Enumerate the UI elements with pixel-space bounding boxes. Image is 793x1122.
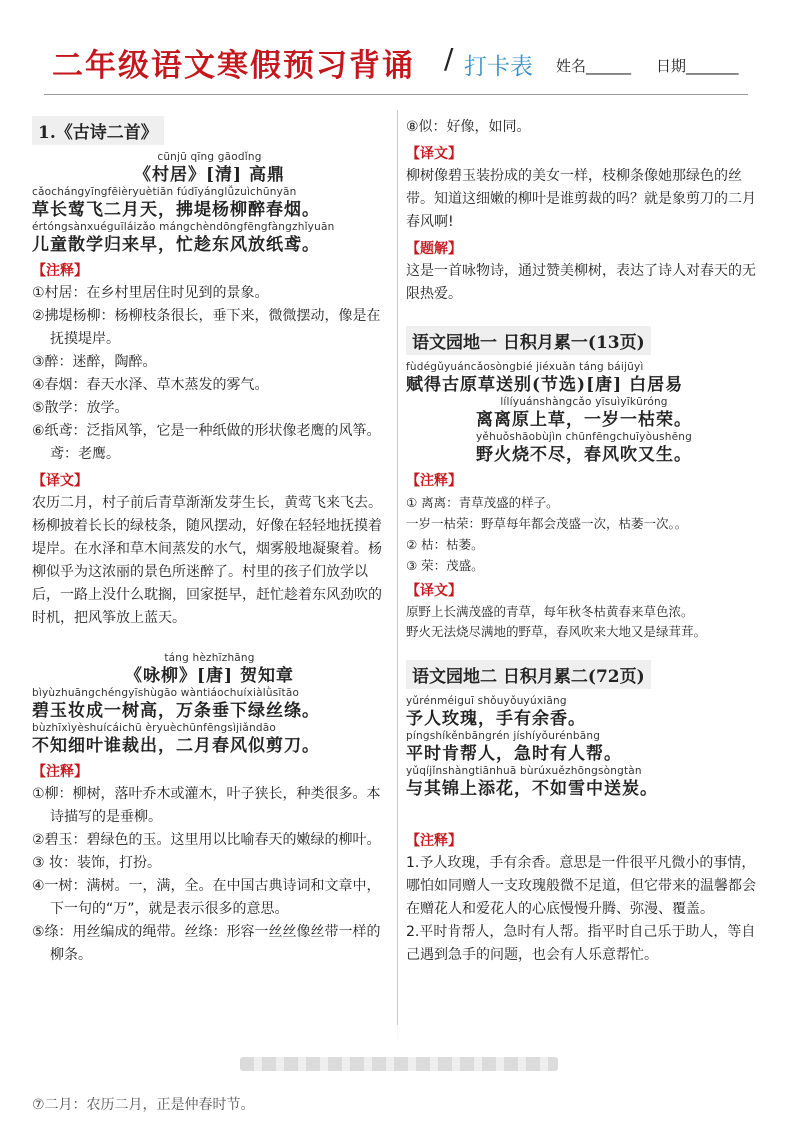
pinyin-title: fùdégǔyuáncǎosòngbié jiéxuǎn táng báijūyì xyxy=(406,361,644,373)
pinyin-line: értóngsànxuéguīláizǎo mángchèndōngfēngfàngzhǐyuān xyxy=(32,221,335,233)
note-item: 一岁一枯荣：野草每年都会茂盛一次，枯萎一次。。 xyxy=(406,516,688,531)
note-item: ⑧似：好像，如同。 xyxy=(406,119,531,135)
tag-notes: 【注释】 xyxy=(32,263,88,279)
spacer xyxy=(32,630,387,652)
sayings-block xyxy=(406,695,762,800)
spacer xyxy=(406,800,762,826)
section-title-garden-1: 语文园地一 日积月累一(13页) xyxy=(406,326,651,355)
poem-line: 碧玉妆成一树高，万条垂下绿丝绦。 xyxy=(32,701,320,721)
note-item: ①村居：在乡村里居住时见到的景象。 xyxy=(32,285,269,301)
tag-notes: 【注释】 xyxy=(32,764,88,780)
right-column xyxy=(406,116,762,967)
pinyin-title: cūnjū qīng gāodǐng xyxy=(157,151,262,163)
page-title: 二年级语文寒假预习背诵 xyxy=(52,48,415,84)
poem-line: 不知细叶谁裁出，二月春风似剪刀。 xyxy=(32,736,320,756)
tag-translation: 【译文】 xyxy=(406,146,462,162)
poem-fude xyxy=(406,361,762,466)
note-item: ④一树：满树。一，满，全。在中国古典诗词和文章中，下一句的“万”，就是表示很多的意思。 xyxy=(32,878,381,917)
blurred-watermark-bar xyxy=(240,1057,558,1071)
pinyin-line: yěhuǒshāobùjìn chūnfēngchuīyòushēng xyxy=(476,431,692,443)
note-item: ⑤绦：用丝编成的绳带。丝绦：形容一丝丝像丝带一样的柳条。 xyxy=(32,924,381,963)
note-item: ③醉：迷醉，陶醉。 xyxy=(32,354,157,370)
saying-line: 予人玫瑰，手有余香。 xyxy=(406,709,586,729)
note-item: ②碧玉：碧绿色的玉。这里用以比喻春天的嫩绿的柳叶。 xyxy=(32,832,381,848)
note-item: ③ 荣：茂盛。 xyxy=(406,558,484,573)
poem-title: 赋得古原草送别(节选)[唐] 白居易 xyxy=(406,375,684,395)
note-item: ⑥纸鸢：泛指风筝，它是一种纸做的形状像老鹰的风筝。鸢：老鹰。 xyxy=(32,423,381,462)
poem-line: 儿童散学归来早，忙趁东风放纸鸢。 xyxy=(32,235,320,255)
note-item: ①柳：柳树，落叶乔木或灌木，叶子狭长，种类很多。本诗描写的是垂柳。 xyxy=(32,786,381,825)
spacer xyxy=(406,306,762,324)
tag-explanation: 【题解】 xyxy=(406,241,462,257)
page-subtitle: 打卡表 xyxy=(464,54,533,80)
note-item: 2.平时肯帮人，急时有人帮。指平时自己乐于助人，等自己遇到急手的问题，也会有人乐意帮忙。 xyxy=(406,924,756,963)
section-title-garden-2: 语文园地二 日积月累二(72页) xyxy=(406,660,651,689)
pinyin-line: yǔqíjǐnshàngtiānhuā bùrúxuězhōngsòngtàn xyxy=(406,765,642,777)
translation-text: 柳树像碧玉装扮成的美女一样，枝柳条像她那绿色的丝带。知道这细嫩的柳叶是谁剪裁的吗？就是象剪刀的二月春风啊! xyxy=(406,168,756,230)
pinyin-line: píngshíkěnbāngrén jíshíyǒurénbāng xyxy=(406,730,601,742)
pinyin-line: bùzhīxìyèshuícáichū èryuèchūnfēngsìjiǎndāo xyxy=(32,722,277,734)
date-field[interactable]: 日期_______ xyxy=(656,57,739,75)
tag-translation: 【译文】 xyxy=(32,473,88,489)
pinyin-line: bìyùzhuāngchéngyīshùgāo wàntiáochuíxiàlǜsītāo xyxy=(32,687,300,699)
page-header xyxy=(52,40,762,90)
translation-line: 野火无法烧尽满地的野草，春风吹来大地又是绿茸茸。 xyxy=(406,624,707,639)
note-item: 1.予人玫瑰，手有余香。意思是一件很平凡微小的事情，哪怕如同赠人一支玫瑰般微不足道，但它带来的温馨都会在赠花人和爱花人的心底慢慢升腾、弥漫、覆盖。 xyxy=(406,855,756,917)
tag-translation: 【译文】 xyxy=(406,583,462,599)
translation-text: 农历二月，村子前后青草渐渐发芽生长，黄莺飞来飞去。杨柳披着长长的绿枝条，随风摆动，好像在轻轻地抚摸着堤岸。在水泽和草木间蒸发的水气，烟雾般地凝聚着。杨柳似乎为这浓丽的景色所迷醉了。村里的孩子们放学以后，一路上没什么耽搁，回家挺早，赶忙趁着东风劲吹的时机，把风筝放上蓝天。 xyxy=(32,495,382,626)
tag-notes: 【注释】 xyxy=(406,833,462,849)
tag-notes: 【注释】 xyxy=(406,473,462,489)
note-item: ③ 妆：装饰，打扮。 xyxy=(32,855,162,871)
section-title-poems: 1.《古诗二首》 xyxy=(32,116,164,145)
note-item: ②拂堤杨柳：杨柳枝条很长，垂下来，微微摆动，像是在抚摸堤岸。 xyxy=(32,308,381,347)
header-divider xyxy=(44,94,748,95)
note-item: ② 枯：枯萎。 xyxy=(406,537,484,552)
left-column xyxy=(32,114,387,967)
spacer xyxy=(406,642,762,658)
poem-title: 《村居》[清] 高鼎 xyxy=(133,165,285,185)
name-field[interactable]: 姓名______ xyxy=(556,57,632,75)
note-item-faded: ⑦二月：农历二月，正是仲春时节。 xyxy=(32,1097,255,1113)
title-slash: / xyxy=(444,42,454,75)
pinyin-line: yǔrénméiguī shǒuyǒuyúxiāng xyxy=(406,695,567,707)
translation-line: 原野上长满茂盛的青草，每年秋冬枯黄春来草色浓。 xyxy=(406,604,694,619)
note-item: ④春烟：春天水泽、草木蒸发的雾气。 xyxy=(32,377,269,393)
poem-line: 离离原上草，一岁一枯荣。 xyxy=(476,410,692,430)
poem-title: 《咏柳》[唐] 贺知章 xyxy=(124,666,294,686)
note-item: ① 离离：青草茂盛的样子。 xyxy=(406,495,559,510)
explanation-text: 这是一首咏物诗，通过赞美柳树，表达了诗人对春天的无限热爱。 xyxy=(406,263,756,302)
poem-line: 野火烧不尽，春风吹又生。 xyxy=(476,445,692,465)
pinyin-line: lílíyuánshàngcǎo yīsuìyīkūróng xyxy=(500,396,668,408)
pinyin-line: cǎochángyīngfēièryuètiān fúdīyánglǚzuìchūnyān xyxy=(32,186,297,198)
saying-line: 与其锦上添花，不如雪中送炭。 xyxy=(406,779,658,799)
poem-cunju xyxy=(32,151,387,256)
saying-line: 平时肯帮人，急时有人帮。 xyxy=(406,744,622,764)
poem-line: 草长莺飞二月天，拂堤杨柳醉春烟。 xyxy=(32,200,320,220)
column-divider xyxy=(397,110,398,1040)
note-item: ⑤散学：放学。 xyxy=(32,400,129,416)
poem-yongliu xyxy=(32,652,387,757)
pinyin-title: táng hèzhīzhāng xyxy=(164,652,255,664)
